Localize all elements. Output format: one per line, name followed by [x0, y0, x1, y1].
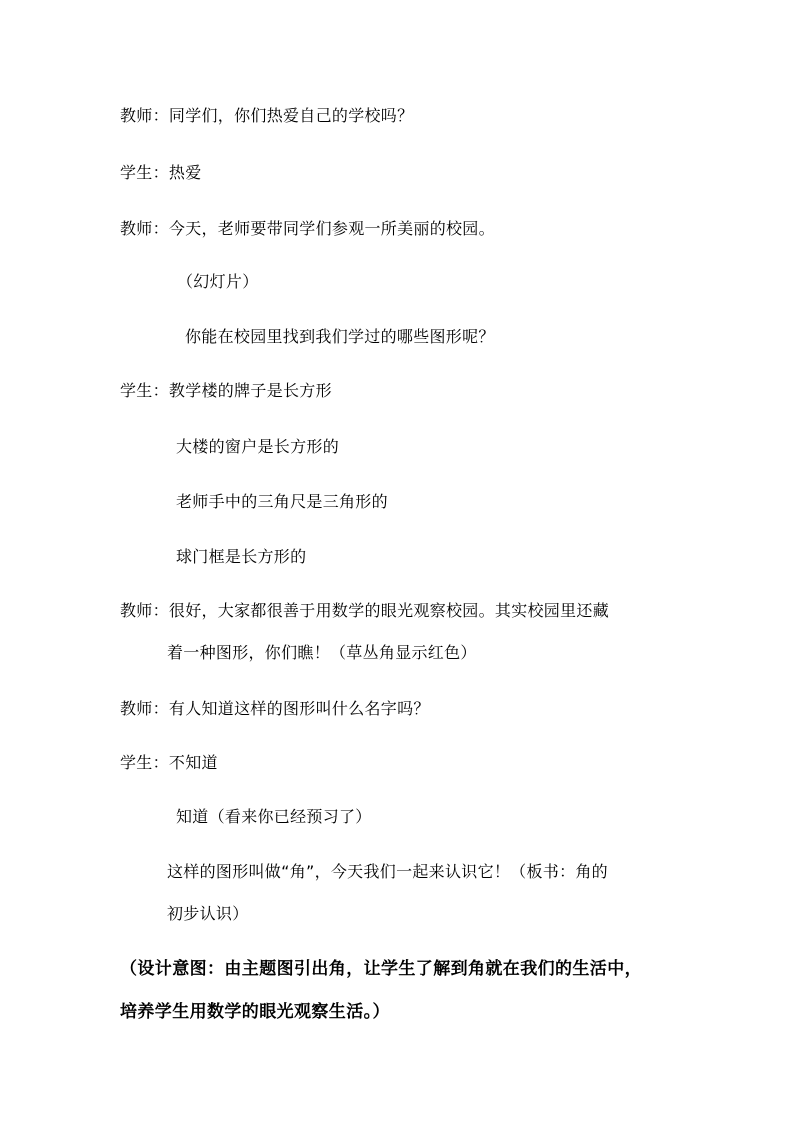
dialogue-line-student-response-1: 学生：教学楼的牌子是长方形	[120, 381, 332, 400]
dialogue-line-student-known: 知道（看来你已经预习了）	[176, 807, 372, 826]
dialogue-line-teacher-question: 教师：同学们，你们热爱自己的学校吗？	[120, 106, 414, 125]
dialogue-line-student-answer: 学生：热爱	[120, 163, 202, 182]
dialogue-line-teacher-ask-name: 教师：有人知道这样的图形叫什么名字吗？	[120, 699, 430, 718]
dialogue-line-teacher-prompt: 你能在校园里找到我们学过的哪些图形呢？	[185, 327, 495, 346]
dialogue-line-teacher-intro: 教师：今天，老师要带同学们参观一所美丽的校园。	[120, 219, 495, 238]
dialogue-line-slide-note: （幻灯片）	[177, 272, 259, 291]
dialogue-line-student-response-4: 球门框是长方形的	[176, 547, 307, 566]
dialogue-line-student-response-2: 大楼的窗户是长方形的	[176, 437, 340, 456]
design-intent-note: （设计意图：由主题图引出角，让学生了解到角就在我们的生活中，	[120, 959, 642, 979]
design-intent-note-cont: 培养学生用数学的眼光观察生活。）	[120, 1002, 390, 1022]
dialogue-line-teacher-praise: 教师：很好，大家都很善于用数学的眼光观察校园。其实校园里还藏	[120, 601, 610, 620]
dialogue-line-student-unknown: 学生：不知道	[120, 753, 218, 772]
dialogue-line-student-response-3: 老师手中的三角尺是三角形的	[176, 492, 388, 511]
dialogue-line-teacher-praise-cont: 着一种图形，你们瞧！（草丛角显示红色）	[167, 643, 477, 662]
dialogue-line-teacher-define: 这样的图形叫做“角”，今天我们一起来认识它！（板书：角的	[167, 862, 608, 881]
dialogue-line-teacher-define-cont: 初步认识）	[167, 904, 249, 923]
